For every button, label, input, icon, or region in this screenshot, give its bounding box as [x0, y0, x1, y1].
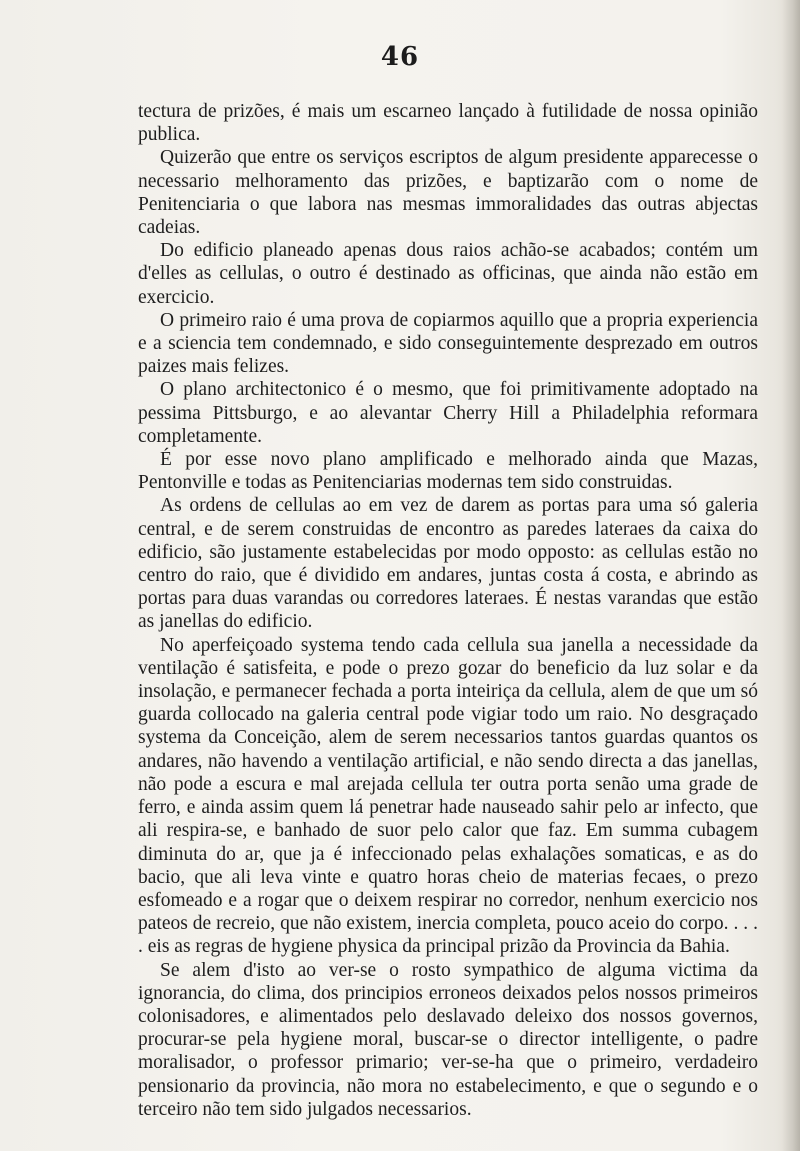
paragraph: É por esse novo plano amplificado e melhorado ainda que Mazas, Pentonville e todas as Penitenciarias modernas tem sido construidas. — [138, 449, 758, 494]
page-edge-shadow — [782, 0, 800, 1151]
body-text — [138, 100, 758, 1121]
paragraph: O primeiro raio é uma prova de copiarmos aquillo que a propria experiencia e a sciencia tem condemnado, e sido conseguintemente desprezado em outros paizes mais felizes. — [138, 309, 758, 378]
paragraph: O plano architectonico é o mesmo, que foi primitivamente adoptado na pessima Pittsburgo, e ao alevantar Cherry Hill a Philadelphia reformara completamente. — [138, 379, 758, 447]
paragraph: Do edificio planeado apenas dous raios achão-se acabados; contém um d'elles as cellulas, o outro é destinado as officinas, que ainda não estão em exercicio. — [138, 240, 758, 308]
paragraph: As ordens de cellulas ao em vez de darem as portas para uma só galeria central, e de serem construidas de encontro as paredes lateraes da caixa do edificio, são justamente estabelecidas por modo opposto: as cellulas estão no centro do raio, que é dividido em andares, juntas costa á costa, e abrindo as portas para duas varandas ou corredores lateraes. É nestas varandas que estão as janellas do edificio. — [138, 495, 758, 633]
paragraph: tectura de prizões, é mais um escarneo lançado à futilidade de nossa opinião publica. — [138, 101, 758, 146]
paragraph: Se alem d'isto ao ver-se o rosto sympathico de alguma victima da ignorancia, do clima, dos principios erroneos deixados pelos nossos primeiros colonisadores, e alimentados pelo deslavado deleixo dos nossos governos, procurar-se pela hygiene moral, buscar-se o director intelligente, o padre moralisador, o professor primario; ver-se-ha que o primeiro, verdadeiro pensionario da provincia, não mora no estabelecimento, e que o segundo e o terceiro não tem sido julgados necessarios. — [138, 959, 758, 1120]
paragraph: No aperfeiçoado systema tendo cada cellula sua janella a necessidade da ventilação é satisfeita, e pode o prezo gozar do beneficio da luz solar e da insolação, e permanecer fechada a porta inteiriça da cellula, alem de que um só guarda collocado na galeria central pode vigiar todo um raio. No desgraçado systema da Conceição, alem de serem necessarios tantos guardas quantos os andares, não havendo a ventilação artificial, e não sendo directa a das janellas, não pode a escura e mal arejada cellula ter outra porta senão uma grade de ferro, e ainda assim quem lá penetrar hade nauseado sahir pelo ar infecto, que ali respira-se, e banhado de suor pelo calor que faz. Em summa cubagem diminuta do ar, que ja é infeccionado pelas exhalações somaticas, e as do bacio, que ali leva vinte e quatro horas cheio de materias fecaes, o prezo esfomeado e a rogar que o deixem respirar no corredor, nenhum exercicio nos pateos de recreio, que não existem, inercia completa, pouco aceio do corpo. . . . . eis as regras de hygiene physica da principal prizão da Provincia da Bahia. — [138, 634, 758, 958]
page-number: 46 — [380, 42, 420, 72]
paragraph: Quizerão que entre os serviços escriptos de algum presidente apparecesse o necessario melhoramento das prizões, e baptizarão com o nome de Penitenciaria o que labora nas mesmas immoralidades das outras abjectas cadeias. — [138, 147, 758, 239]
